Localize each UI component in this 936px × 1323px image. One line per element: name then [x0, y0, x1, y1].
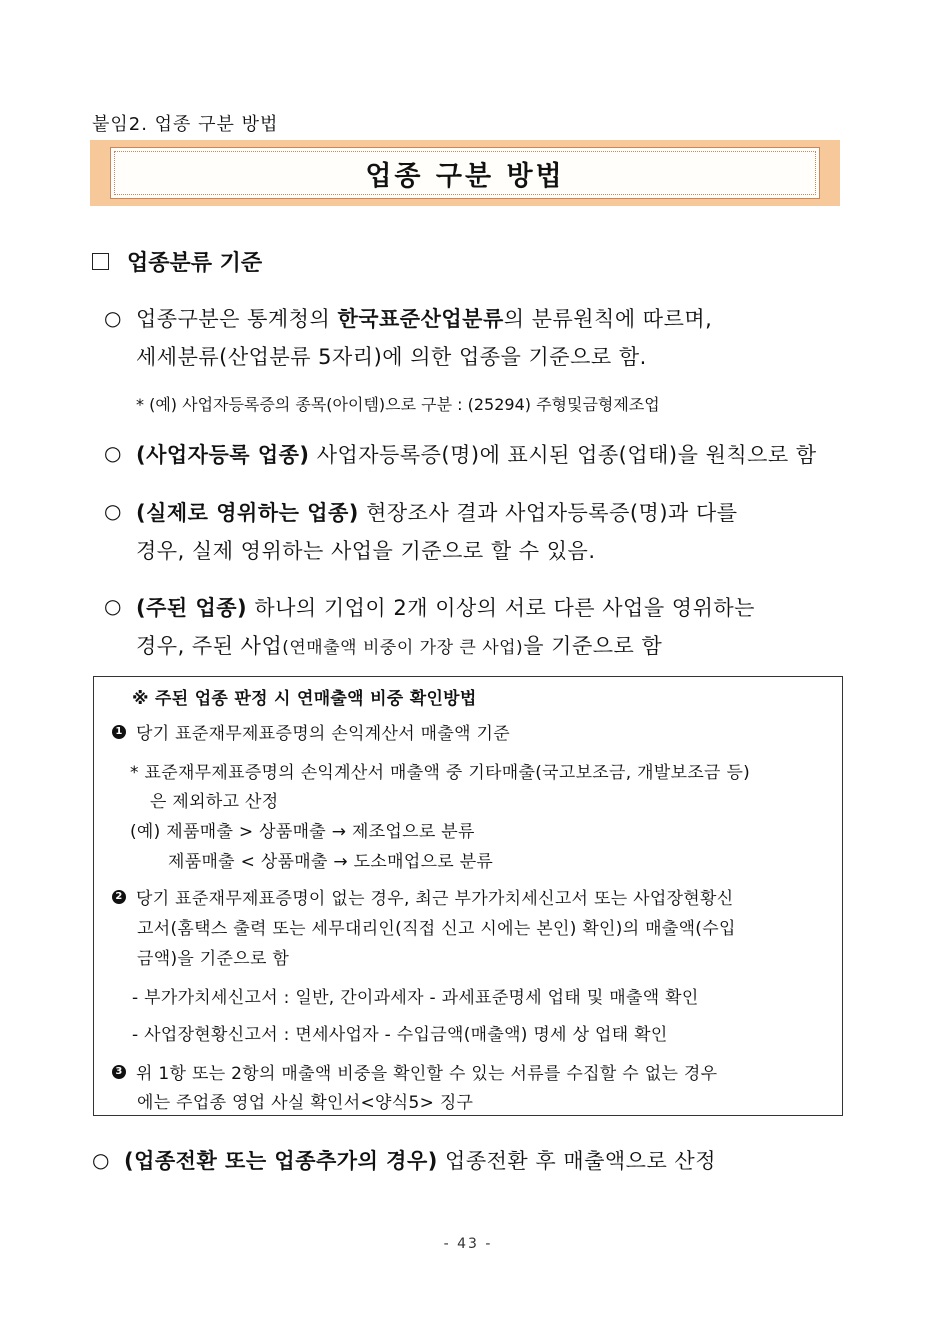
circle-bullet-icon: ○ [104, 441, 122, 465]
circle-bullet-icon: ○ [104, 594, 122, 618]
box-note-line: 은 제외하고 산정 [150, 792, 279, 812]
circle-bullet-icon: ○ [104, 306, 122, 330]
box-point-2: 2 당기 표준재무제표증명이 없는 경우, 최근 부가가치세신고서 또는 사업장현황신 [112, 884, 733, 909]
list-item: (사업자등록 업종) 사업자등록증(명)에 표시된 업종(업태)을 원칙으로 함 [136, 443, 817, 467]
page-number: - 43 - [443, 1236, 493, 1252]
list-item: 업종구분은 통계청의 한국표준산업분류의 분류원칙에 따르며, 세세분류(산업분류 5자리)에 의한 업종을 기준으로 함. [136, 307, 713, 369]
page-title: 업종 구분 방법 [365, 160, 565, 192]
box-example: (예) 제품매출 > 상품매출 → 제조업으로 분류 [130, 822, 475, 842]
box-point-3: 3 위 1항 또는 2항의 매출액 비중을 확인할 수 있는 서류를 수집할 수 없는 경우 [112, 1059, 717, 1084]
section-heading-text: 업종분류 기준 [127, 251, 263, 276]
box-example: 제품매출 < 상품매출 → 도소매업으로 분류 [168, 852, 494, 872]
circle-bullet-icon: ○ [92, 1148, 110, 1172]
title-banner [90, 140, 840, 206]
number-2-icon: 2 [112, 890, 126, 904]
list-item: (업종전환 또는 업종추가의 경우) 업종전환 후 매출액으로 산정 [124, 1149, 716, 1173]
item-note: * (예) 사업자등록증의 종목(아이템)으로 구분 : (25294) 주형및금형제조업 [136, 395, 660, 414]
square-bullet-icon [92, 253, 109, 270]
section-heading [92, 246, 262, 277]
box-dash-item: - 부가가치세신고서 : 일반, 간이과세자 - 과세표준명세 업태 및 매출액 확인 [132, 988, 699, 1008]
box-point-2-line: 고서(홈택스 출력 또는 세무대리인(직접 신고 시에는 본인) 확인)의 매출액(수입 [137, 919, 736, 939]
box-point-1: 1 당기 표준재무제표증명의 손익계산서 매출액 기준 [112, 719, 510, 744]
number-3-icon: 3 [112, 1065, 126, 1079]
list-item: (실제로 영위하는 업종) 현장조사 결과 사업자등록증(명)과 다를 경우, 실제 영위하는 사업을 기준으로 할 수 있음. [136, 501, 738, 563]
box-note-line: * 표준재무제표증명의 손익계산서 매출액 중 기타매출(국고보조금, 개발보조금 등) [130, 763, 751, 783]
list-item: (주된 업종) 하나의 기업이 2개 이상의 서로 다른 사업을 영위하는 경우, 주된 사업(연매출액 비중이 가장 큰 사업)을 기준으로 함 [136, 596, 755, 658]
info-box [93, 676, 843, 1116]
box-dash-item: - 사업장현황신고서 : 면세사업자 - 수입금액(매출액) 명세 상 업태 확인 [132, 1025, 668, 1045]
circle-bullet-icon: ○ [104, 499, 122, 523]
attachment-label: 붙임2. 업종 구분 방법 [92, 114, 279, 135]
box-point-2-line: 금액)을 기준으로 함 [137, 949, 290, 969]
box-title: ※ 주된 업종 판정 시 연매출액 비중 확인방법 [132, 689, 477, 709]
number-1-icon: 1 [112, 725, 126, 739]
box-point-3-line: 에는 주업종 영업 사실 확인서<양식5> 징구 [137, 1093, 474, 1113]
